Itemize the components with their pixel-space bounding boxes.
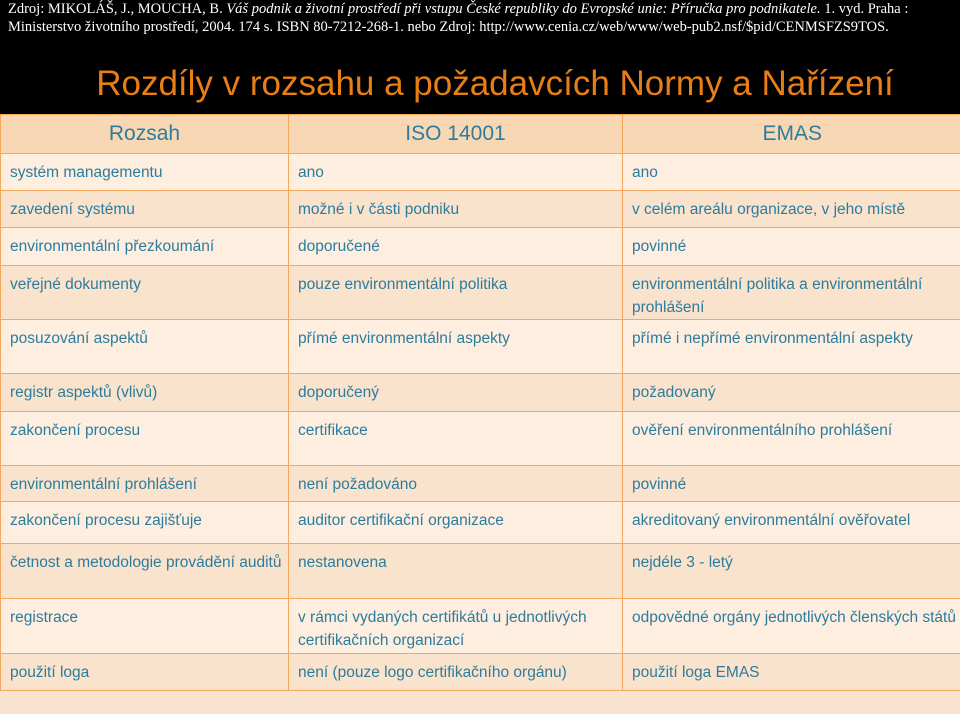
source-book-title: Váš podnik a životní prostředí při vstupu České republiky do Evropské unie: Příručka pro podnikatele. <box>226 1 821 17</box>
emas-value: nejdéle 3 - letý <box>623 544 960 599</box>
iso-value: možné i v části podniku <box>289 191 623 228</box>
iso-value: auditor certifikační organizace <box>289 502 623 544</box>
iso-value: v rámci vydaných certifikátů u jednotlivých certifikačních organizací <box>289 599 623 654</box>
emas-value: akreditovaný environmentální ověřovatel <box>623 502 960 544</box>
row-label: zavedení systému <box>1 191 289 228</box>
table-row <box>1 320 960 374</box>
table-row <box>1 266 960 320</box>
emas-value: použití loga EMAS <box>623 654 960 691</box>
column-header-iso: ISO 14001 <box>289 115 623 154</box>
table-row <box>1 374 960 412</box>
row-label: systém managementu <box>1 154 289 191</box>
row-label: četnost a metodologie provádění auditů <box>1 544 289 599</box>
row-label: environmentální přezkoumání <box>1 228 289 266</box>
iso-value: doporučený <box>289 374 623 412</box>
row-label: veřejné dokumenty <box>1 266 289 320</box>
column-header-emas: EMAS <box>623 115 960 154</box>
row-label: posuzování aspektů <box>1 320 289 374</box>
column-header-scope: Rozsah <box>1 115 289 154</box>
iso-value: není požadováno <box>289 466 623 502</box>
emas-value: povinné <box>623 466 960 502</box>
table-row <box>1 412 960 466</box>
emas-value: environmentální politika a environmentální prohlášení <box>623 266 960 320</box>
table-row <box>1 228 960 266</box>
comparison-table <box>0 114 960 691</box>
emas-value: ověření environmentálního prohlášení <box>623 412 960 466</box>
row-label: zakončení procesu zajišťuje <box>1 502 289 544</box>
table-row <box>1 466 960 502</box>
table-row <box>1 502 960 544</box>
row-label: environmentální prohlášení <box>1 466 289 502</box>
iso-value: přímé environmentální aspekty <box>289 320 623 374</box>
table-row <box>1 599 960 654</box>
row-label: registr aspektů (vlivů) <box>1 374 289 412</box>
source-suffix: 1. vyd. Praha : Ministerstvo životního prostředí, 2004. 174 s. ISBN 80-7212-268-1. nebo Zdroj: http://www.cenia.cz/web/www/web-pub2.nsf/$pid/CENMSFZS9TOS. <box>8 1 909 35</box>
iso-value: není (pouze logo certifikačního orgánu) <box>289 654 623 691</box>
table-row <box>1 544 960 599</box>
emas-value: ano <box>623 154 960 191</box>
table-row <box>1 191 960 228</box>
iso-value: doporučené <box>289 228 623 266</box>
table-row <box>1 154 960 191</box>
iso-value: ano <box>289 154 623 191</box>
emas-value: odpovědné orgány jednotlivých členských států <box>623 599 960 654</box>
iso-value: pouze environmentální politika <box>289 266 623 320</box>
iso-value: nestanovena <box>289 544 623 599</box>
source-citation <box>8 0 956 36</box>
row-label: použití loga <box>1 654 289 691</box>
emas-value: požadovaný <box>623 374 960 412</box>
emas-value: povinné <box>623 228 960 266</box>
table-header-row <box>1 115 960 154</box>
table-row <box>1 654 960 691</box>
iso-value: certifikace <box>289 412 623 466</box>
page-title: Rozdíly v rozsahu a požadavcích Normy a Nařízení <box>96 64 894 103</box>
row-label: registrace <box>1 599 289 654</box>
emas-value: v celém areálu organizace, v jeho místě <box>623 191 960 228</box>
emas-value: přímé i nepřímé environmentální aspekty <box>623 320 960 374</box>
row-label: zakončení procesu <box>1 412 289 466</box>
source-prefix: Zdroj: MIKOLÁŠ, J., MOUCHA, B. <box>8 1 227 17</box>
